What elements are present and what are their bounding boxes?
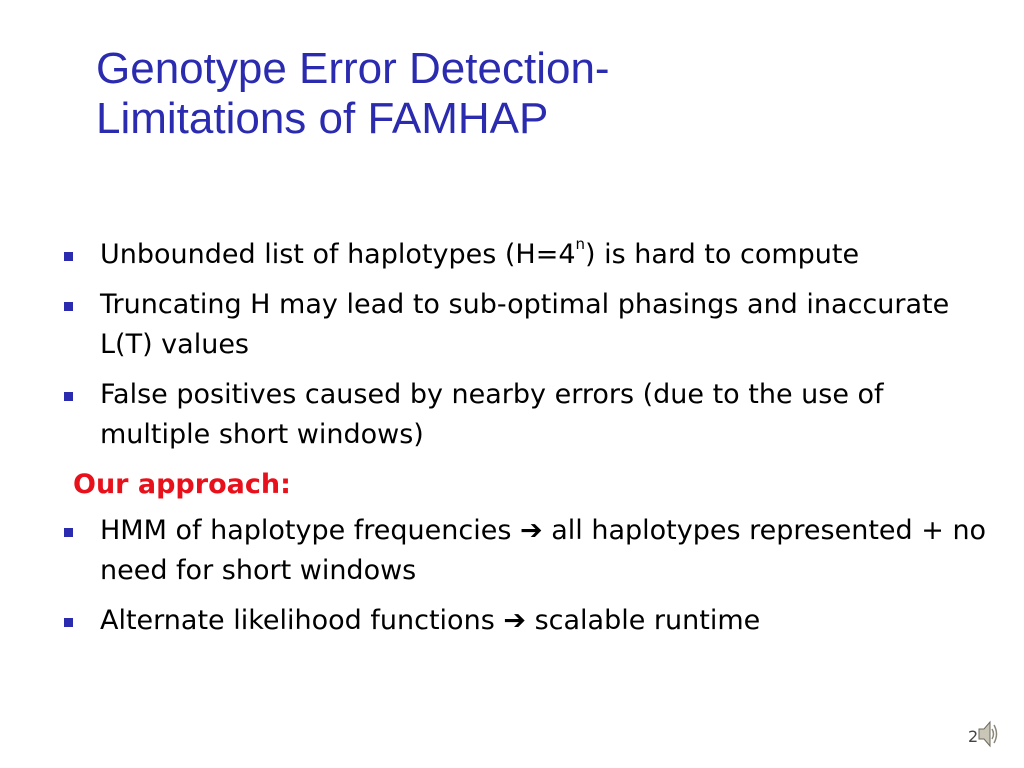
bullet-text: Alternate likelihood functions (100, 605, 495, 636)
bullet-text-tail: all haplotypes represented + no need for short windows (100, 515, 987, 586)
bullet-item (100, 375, 1000, 455)
speaker-icon[interactable] (976, 716, 1000, 752)
bullet-text: False positives caused by nearby errors (due to the use of multiple short windows) (100, 379, 884, 450)
slide-title (96, 44, 976, 144)
approach-heading: Our approach: (73, 469, 291, 500)
square-bullet-icon (64, 528, 73, 537)
bullet-item (100, 285, 1000, 365)
square-bullet-icon (64, 618, 73, 627)
slide-title-line-2: Limitations of FAMHAP (96, 94, 549, 143)
bullet-item (100, 601, 1000, 641)
square-bullet-icon (64, 252, 73, 261)
bullet-text-tail: ) is hard to compute (585, 239, 860, 270)
right-arrow-icon: ➔ (520, 515, 543, 546)
square-bullet-icon (64, 392, 73, 401)
bullet-item (100, 235, 1000, 275)
right-arrow-icon: ➔ (503, 605, 526, 636)
slide-title-line-1: Genotype Error Detection- (96, 44, 610, 93)
bullet-text: Unbounded list of haplotypes (H=4 (100, 239, 576, 270)
bullet-text-tail: scalable runtime (534, 605, 761, 636)
bullet-item (100, 511, 1000, 591)
square-bullet-icon (64, 302, 73, 311)
bullet-text: HMM of haplotype frequencies (100, 515, 512, 546)
slide-content (73, 235, 1000, 651)
bullet-text: Truncating H may lead to sub-optimal phasings and inaccurate L(T) values (100, 289, 950, 360)
superscript-n: n (575, 235, 586, 253)
slide-number: 2 (968, 727, 979, 746)
